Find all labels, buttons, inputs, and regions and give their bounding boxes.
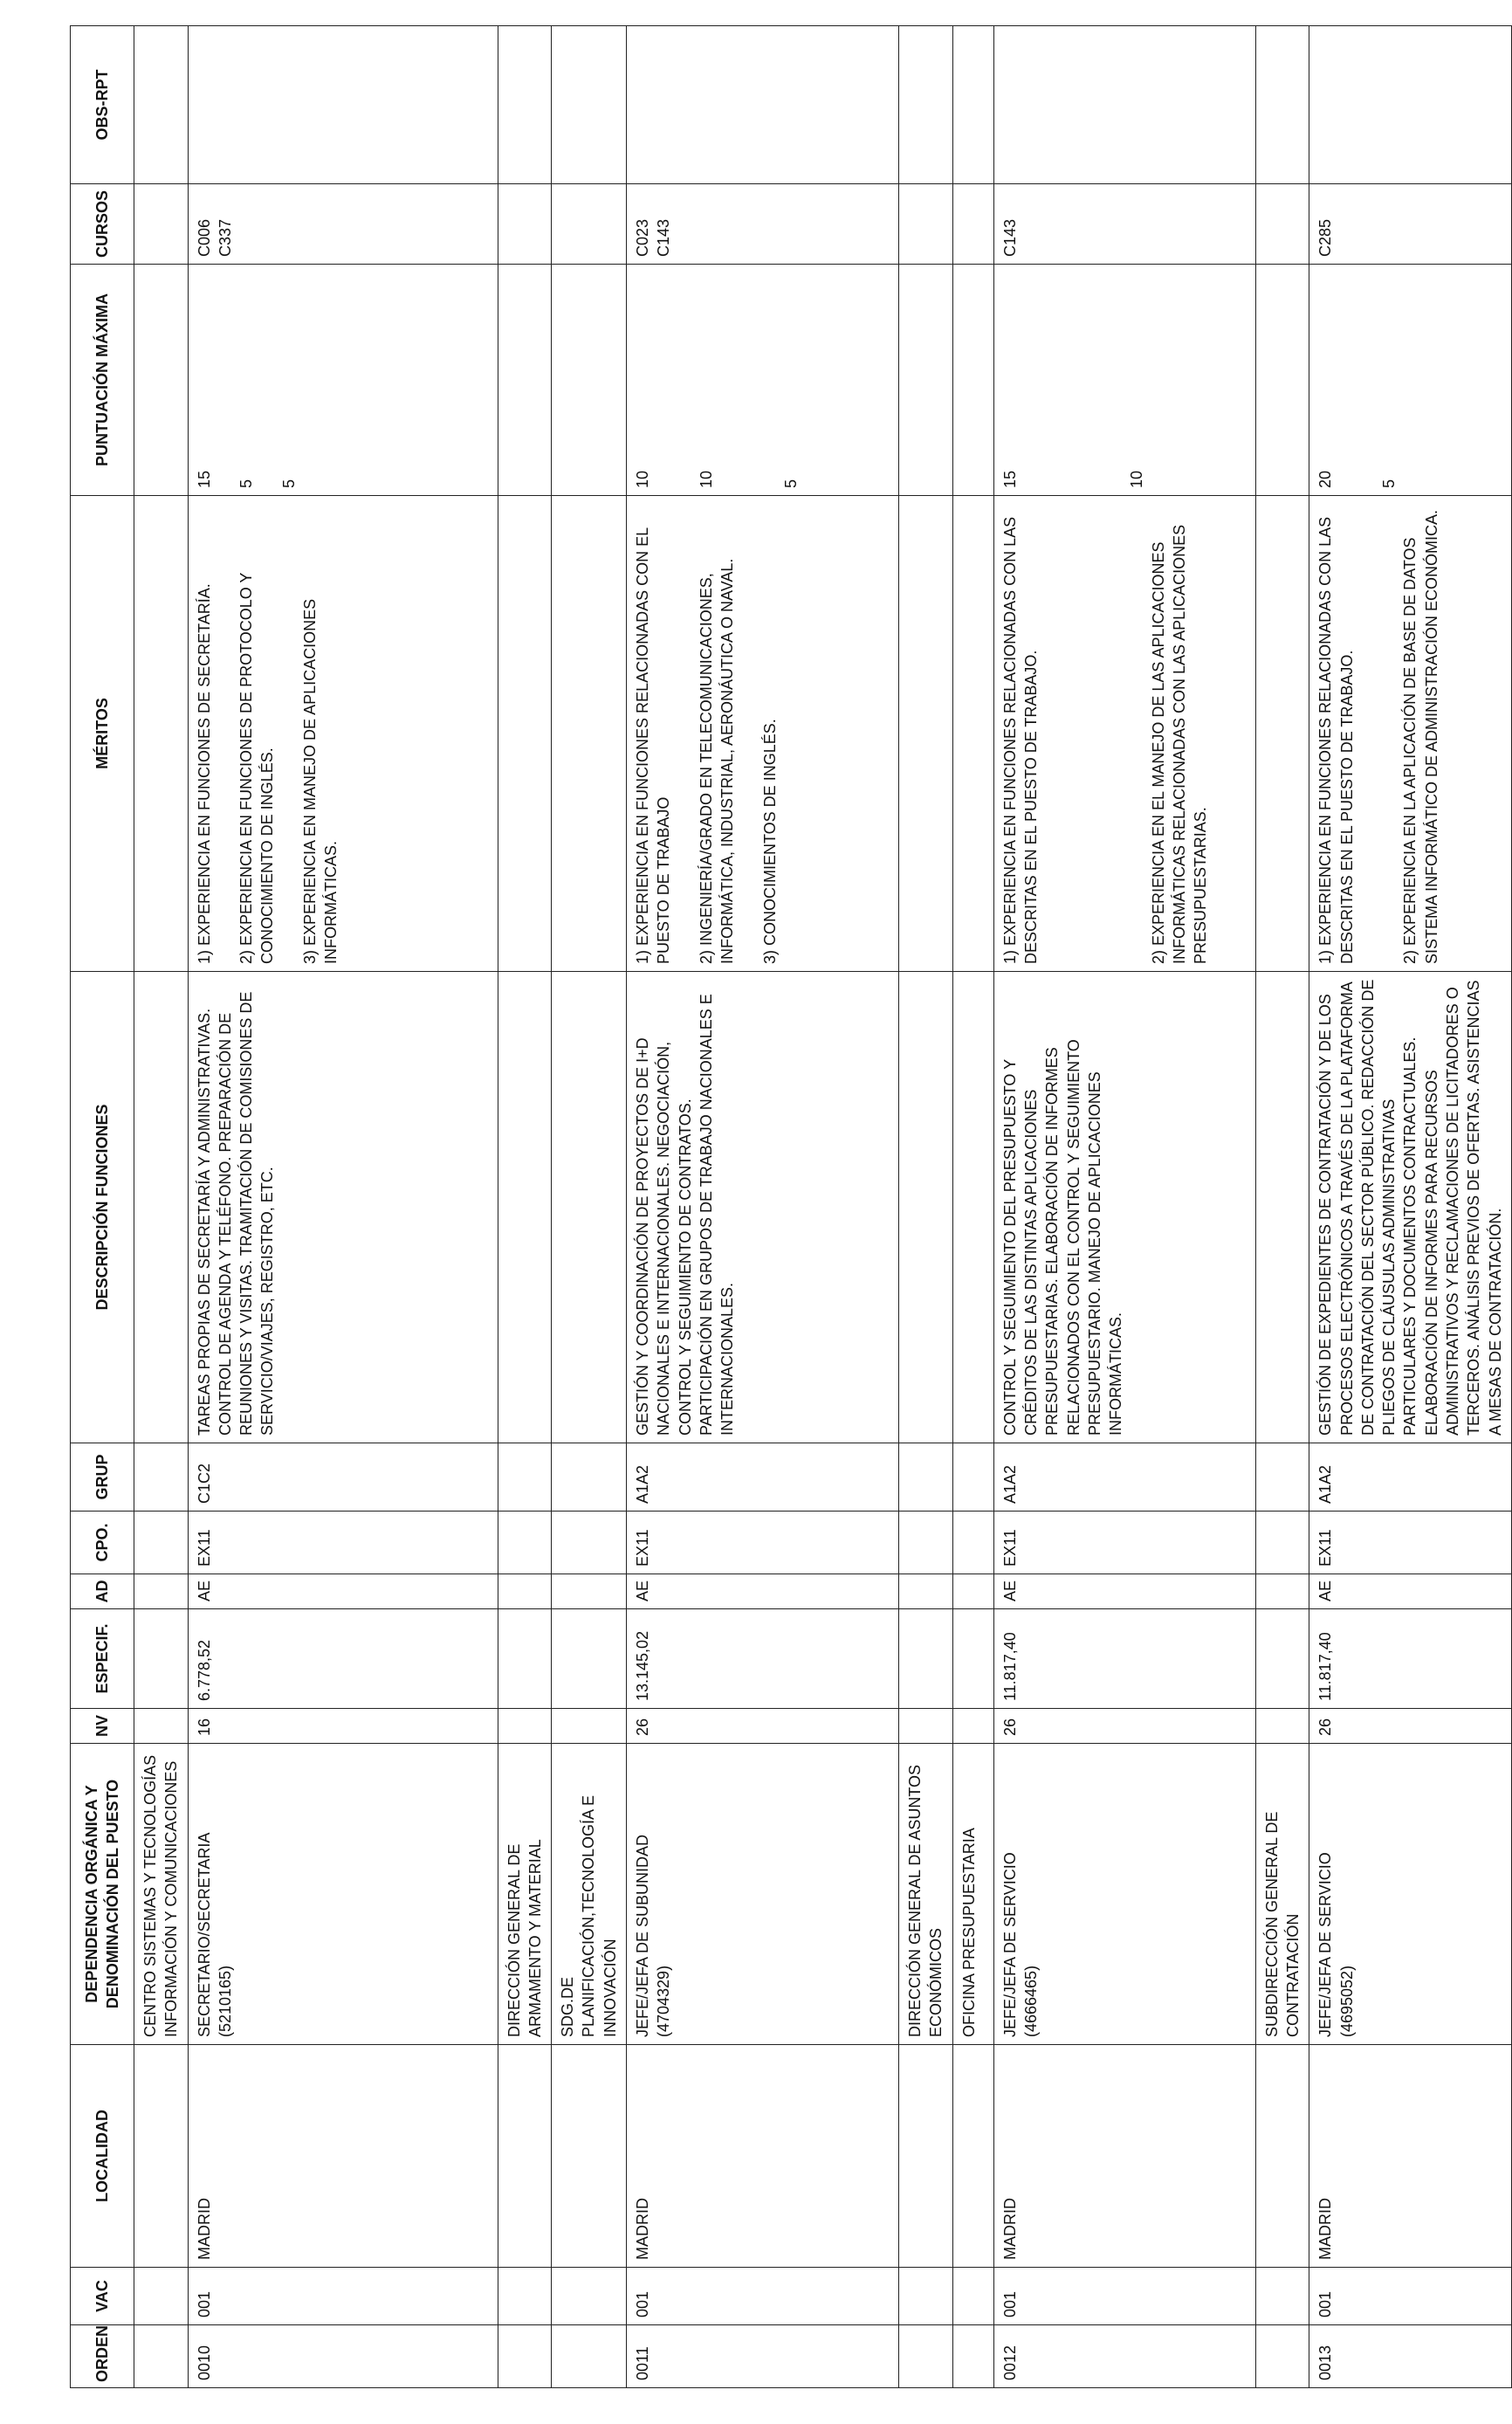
cell-obs: [627, 26, 899, 184]
cell-cpo: EX11: [993, 1512, 1255, 1574]
cell-cpo: EX11: [627, 1512, 899, 1574]
cell-vac: 001: [1309, 2268, 1512, 2325]
cell-localidad: MADRID: [1309, 2045, 1512, 2268]
section-row: [552, 26, 627, 2388]
cell-obs: [1309, 26, 1512, 184]
cell-descripcion: CONTROL Y SEGUIMIENTO DEL PRESUPUESTO Y CRÉDITOS DE LAS DISTINTAS APLICACIONES PRESUPUESTARIAS. ELABORACIÓN DE INFORMES RELACIONADOS CON EL CONTROL Y SEGUIMIENTO PRESUPUESTARIO. MANEJO DE APLICACIONES INFORMÁTICAS.: [993, 972, 1255, 1443]
section-row: [899, 26, 953, 2388]
cell-cursos: C143: [993, 184, 1255, 265]
cell-obs: [993, 26, 1255, 184]
cell-orden: 0012: [993, 2325, 1255, 2388]
header-ad: AD: [71, 1574, 134, 1609]
header-nv: NV: [71, 1709, 134, 1744]
section-row: [1255, 26, 1309, 2388]
cell-descripcion: GESTIÓN DE EXPEDIENTES DE CONTRATACIÓN Y DE LOS PROCESOS ELECTRÓNICOS A TRAVÉS DE LA PLATAFORMA DE CONTRATACIÓN DEL SECTOR PÚBLICO. REDACCIÓN DE PLIEGOS DE CLÁUSULAS ADMINISTRATIVAS PARTICULARES Y DOCUMENTOS CONTRACTUALES. ELABORACIÓN DE INFORMES PARA RECURSOS ADMINISTRATIVOS Y RECLAMACIONES DE LICITADORES O TERCEROS. ANÁLISIS PREVIOS DE OFERTAS. ASISTENCIAS A MESAS DE CONTRATACIÓN.: [1309, 972, 1512, 1443]
header-puntuacion: PUNTUACIÓN MÁXIMA: [71, 265, 134, 496]
cell-especif: 13.145,02: [627, 1609, 899, 1709]
cell-ad: AE: [627, 1574, 899, 1609]
cell-cursos: C023 C143: [627, 184, 899, 265]
section-row: [134, 26, 189, 2388]
cell-nv: 26: [627, 1709, 899, 1744]
cell-orden: 0013: [1309, 2325, 1512, 2388]
cell-nv: 16: [188, 1709, 498, 1744]
section-row: [952, 26, 993, 2388]
header-cpo: CPO.: [71, 1512, 134, 1574]
header-orden: ORDEN: [71, 2325, 134, 2388]
cell-cursos: C006 C337: [188, 184, 498, 265]
cell-grup: C1C2: [188, 1443, 498, 1512]
header-especif: ESPECIF.: [71, 1609, 134, 1709]
cell-grup: A1A2: [993, 1443, 1255, 1512]
cell-puntuacion: 10 10 5: [627, 265, 899, 496]
rotated-page: [70, 26, 1504, 2388]
cell-vac: 001: [993, 2268, 1255, 2325]
header-obs: OBS-RPT: [71, 26, 134, 184]
cell-descripcion: TAREAS PROPIAS DE SECRETARÍA Y ADMINISTRATIVAS. CONTROL DE AGENDA Y TELÉFONO. PREPARACIÓN DE REUNIONES Y VISITAS. TRAMITACIÓN DE COMISIONES DE SERVICIO/VIAJES, REGISTRO, ETC.: [188, 972, 498, 1443]
header-meritos: MÉRITOS: [71, 496, 134, 972]
cell-puesto: JEFE/JEFA DE SERVICIO (4695052): [1309, 1744, 1512, 2045]
cell-orden: 0011: [627, 2325, 899, 2388]
cell-nv: 26: [993, 1709, 1255, 1744]
cell-puesto: JEFE/JEFA DE SERVICIO (4666465): [993, 1744, 1255, 2045]
header-descripcion: DESCRIPCIÓN FUNCIONES: [71, 972, 134, 1443]
cell-puntuacion: 15 10: [993, 265, 1255, 496]
header-vac: VAC: [71, 2268, 134, 2325]
section-label: DIRECCIÓN GENERAL DE ARMAMENTO Y MATERIAL: [498, 1744, 552, 2045]
cell-ad: AE: [1309, 1574, 1512, 1609]
cell-meritos: 1) EXPERIENCIA EN FUNCIONES RELACIONADAS CON EL PUESTO DE TRABAJO 2) INGENIERÍA/GRADO EN TELECOMUNICACIONES, INFORMÁTICA, INDUSTRIAL, AERONÁUTICA O NAVAL. 3) CONOCIMIENTOS DE INGLÉS.: [627, 496, 899, 972]
cell-vac: 001: [188, 2268, 498, 2325]
cell-puntuacion: 15 5 5: [188, 265, 498, 496]
cell-grup: A1A2: [1309, 1443, 1512, 1512]
section-label: DIRECCIÓN GENERAL DE ASUNTOS ECONÓMICOS: [899, 1744, 953, 2045]
table-row: [627, 26, 899, 2388]
table-row: [1309, 26, 1512, 2388]
header-grup: GRUP: [71, 1443, 134, 1512]
cell-especif: 11.817,40: [1309, 1609, 1512, 1709]
cell-puesto: JEFE/JEFA DE SUBUNIDAD (4704329): [627, 1744, 899, 2045]
cell-meritos: 1) EXPERIENCIA EN FUNCIONES DE SECRETARÍA. 2) EXPERIENCIA EN FUNCIONES DE PROTOCOLO Y CONOCIMIENTO DE INGLÉS. 3) EXPERIENCIA EN MANEJO DE APLICACIONES INFORMÁTICAS.: [188, 496, 498, 972]
cell-cpo: EX11: [1309, 1512, 1512, 1574]
table-row: [188, 26, 498, 2388]
section-label: OFICINA PRESUPUESTARIA: [952, 1744, 993, 2045]
cell-vac: 001: [627, 2268, 899, 2325]
cell-meritos: 1) EXPERIENCIA EN FUNCIONES RELACIONADAS CON LAS DESCRITAS EN EL PUESTO DE TRABAJO. 2) EXPERIENCIA EN EL MANEJO DE LAS APLICACIONES INFORMÁTICAS RELACIONADAS CON LAS APLICACIONES PRESUPUESTARIAS.: [993, 496, 1255, 972]
cell-puesto: SECRETARIO/SECRETARIA (5210165): [188, 1744, 498, 2045]
cell-localidad: MADRID: [993, 2045, 1255, 2268]
header-localidad: LOCALIDAD: [71, 2045, 134, 2268]
cell-ad: AE: [188, 1574, 498, 1609]
section-row: [498, 26, 552, 2388]
header-cursos: CURSOS: [71, 184, 134, 265]
cell-cursos: C285: [1309, 184, 1512, 265]
cell-cpo: EX11: [188, 1512, 498, 1574]
cell-obs: [188, 26, 498, 184]
cell-grup: A1A2: [627, 1443, 899, 1512]
cell-localidad: MADRID: [627, 2045, 899, 2268]
section-label: SUBDIRECCIÓN GENERAL DE CONTRATACIÓN: [1255, 1744, 1309, 2045]
cell-meritos: 1) EXPERIENCIA EN FUNCIONES RELACIONADAS CON LAS DESCRITAS EN EL PUESTO DE TRABAJO. 2) EXPERIENCIA EN LA APLICACIÓN DE BASE DE DATOS SISTEMA INFORMÁTICO DE ADMINISTRACIÓN ECONÓMICA.: [1309, 496, 1512, 972]
cell-nv: 26: [1309, 1709, 1512, 1744]
section-label: CENTRO SISTEMAS Y TECNOLOGÍAS INFORMACIÓN Y COMUNICACIONES: [134, 1744, 189, 2045]
section-label: SDG.DE PLANIFICACIÓN,TECNOLOGÍA E INNOVACIÓN: [552, 1744, 627, 2045]
cell-especif: 6.778,52: [188, 1609, 498, 1709]
cell-ad: AE: [993, 1574, 1255, 1609]
cell-orden: 0010: [188, 2325, 498, 2388]
cell-localidad: MADRID: [188, 2045, 498, 2268]
header-row: [71, 26, 134, 2388]
header-dependencia: DEPENDENCIA ORGÁNICA Y DENOMINACIÓN DEL PUESTO: [71, 1744, 134, 2045]
cell-especif: 11.817,40: [993, 1609, 1255, 1709]
cell-descripcion: GESTIÓN Y COORDINACIÓN DE PROYECTOS DE I+D NACIONALES E INTERNACIONALES. NEGOCIACIÓN, CONTROL Y SEGUIMIENTO DE CONTRATOS. PARTICIPACIÓN EN GRUPOS DE TRABAJO NACIONALES E INTERNACIONALES.: [627, 972, 899, 1443]
vacancies-table: [70, 25, 1512, 2388]
table-row: [993, 26, 1255, 2388]
cell-puntuacion: 20 5: [1309, 265, 1512, 496]
